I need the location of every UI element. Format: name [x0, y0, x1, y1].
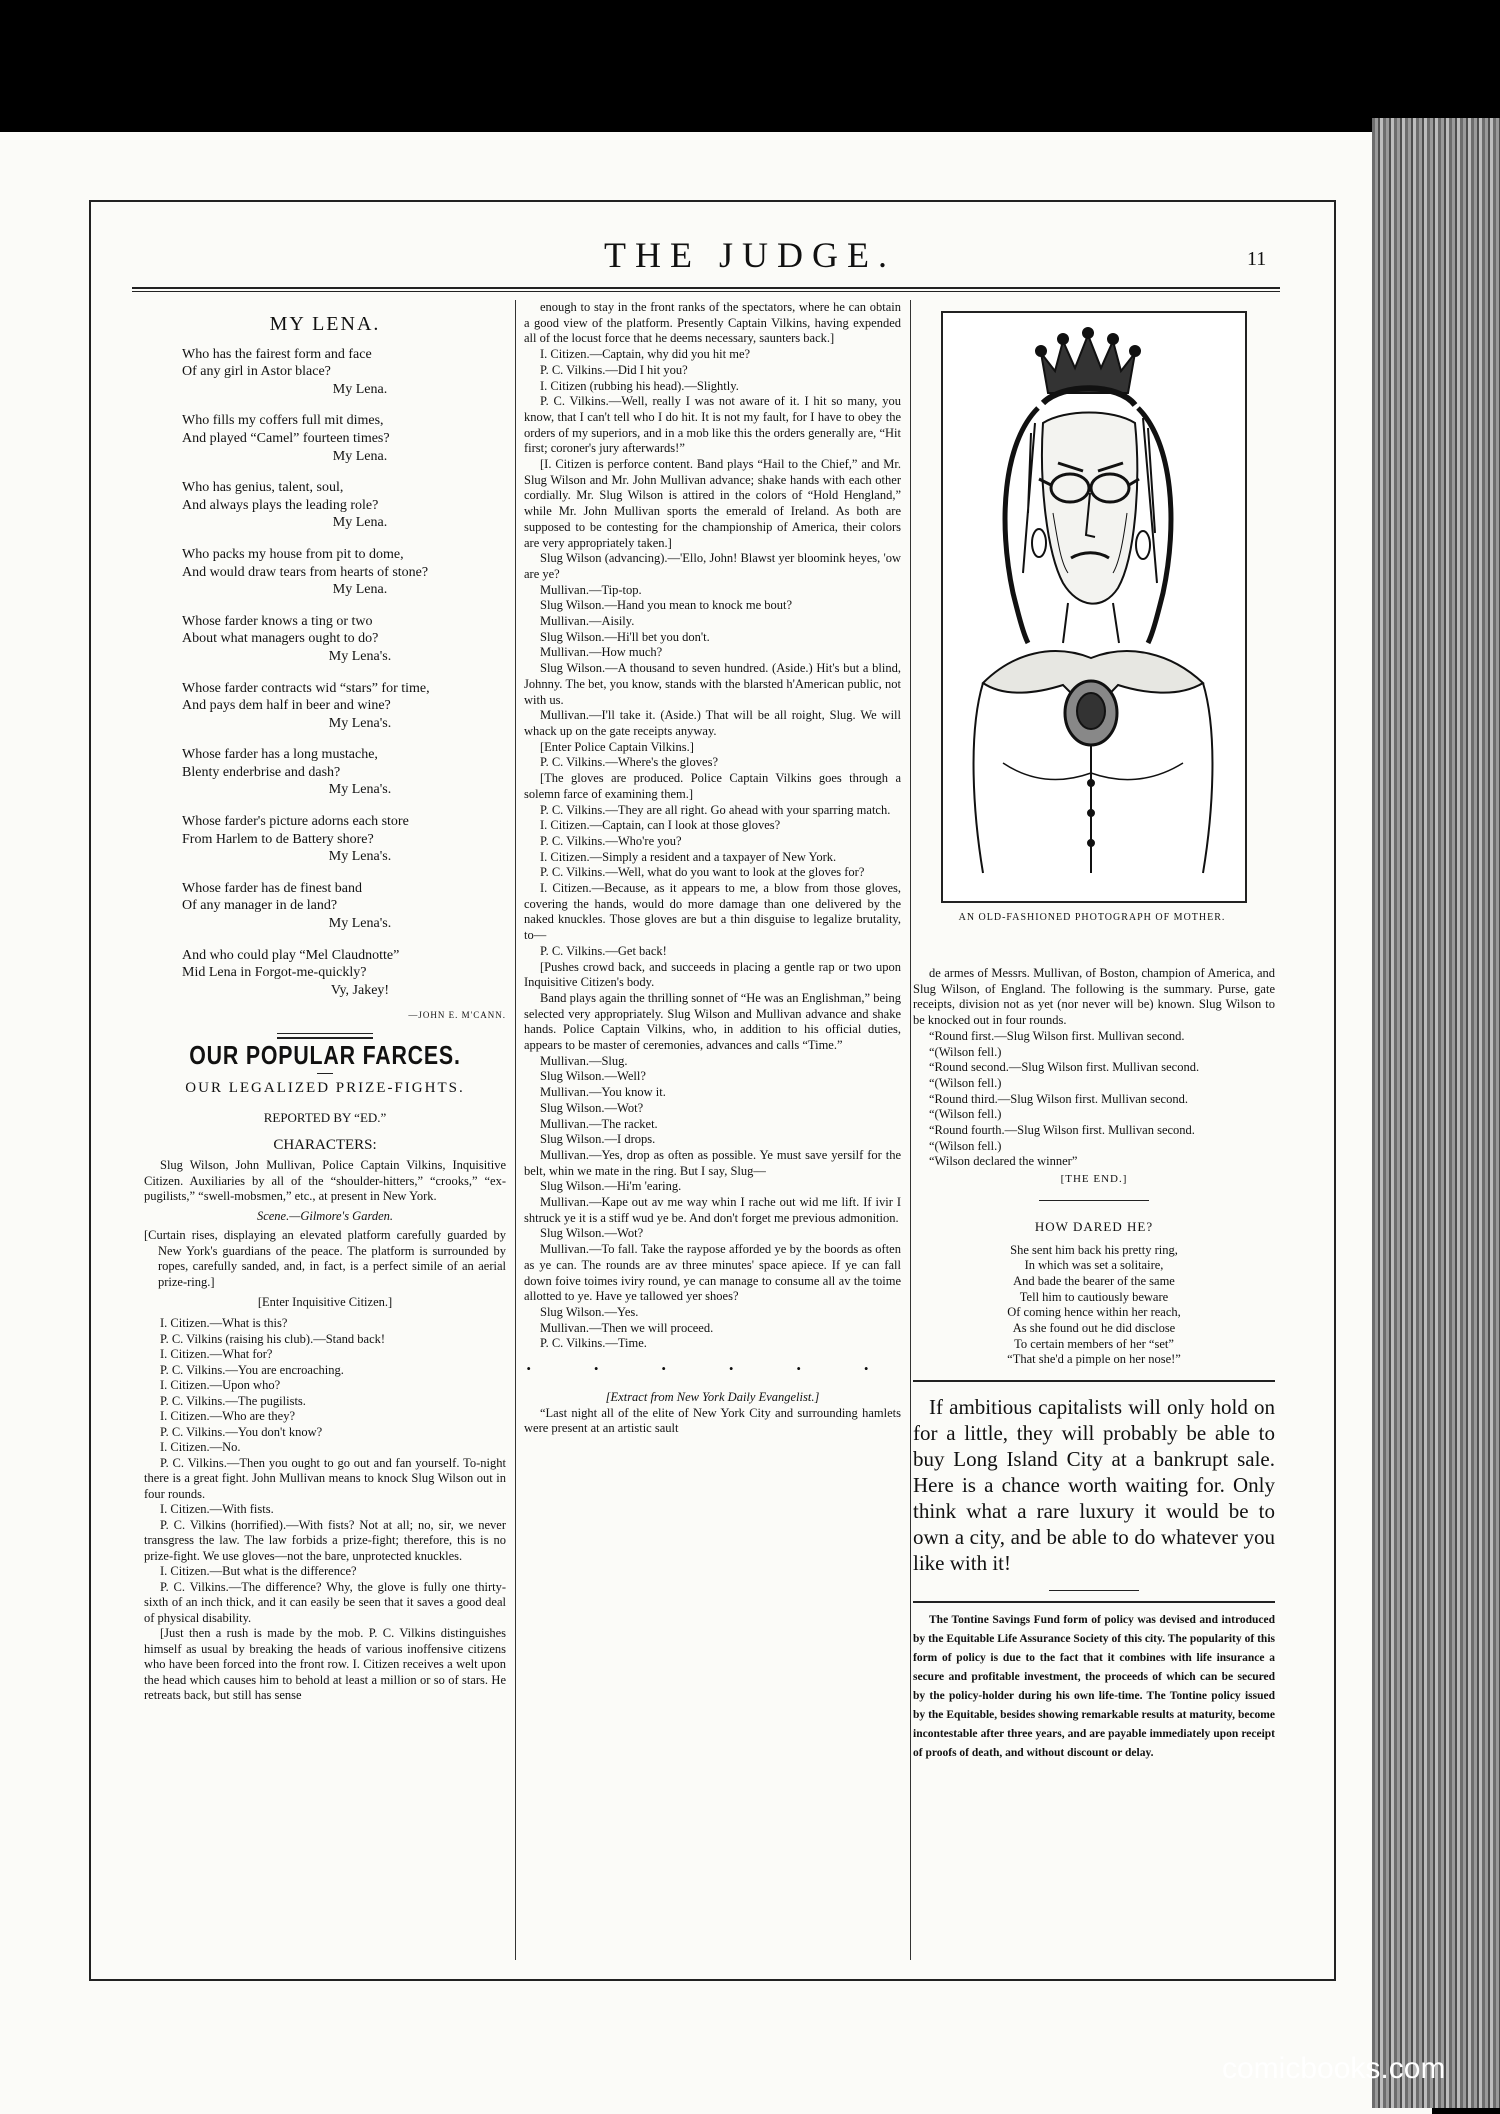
dialogue-line: [Enter Police Captain Vilkins.]: [540, 739, 694, 754]
poem-line: And who could play “Mel Claudnotte”: [182, 947, 400, 963]
dialogue-line: Slug Wilson.—Hi'll bet you don't.: [540, 629, 710, 644]
dialogue-line: P. C. Vilkins.—You don't know?: [160, 1424, 323, 1439]
poem-line: My Lena's.: [328, 782, 392, 798]
poem-line: My Lena's.: [328, 648, 392, 664]
poem-line: Whose farder contracts wid “stars” for time,: [182, 680, 430, 696]
dialogue-line: P. C. Vilkins.—The pugilists.: [160, 1393, 306, 1408]
poem-line: Whose farder knows a ting or two: [182, 613, 373, 629]
illustration-caption: AN OLD-FASHIONED PHOTOGRAPH OF MOTHER.: [958, 912, 1226, 923]
poem-line: As she found out he did disclose: [1012, 1321, 1176, 1336]
poem-stanza: [144, 412, 506, 465]
dialogue-line: Mullivan.—You know it.: [540, 1085, 666, 1100]
dialogue-line: Slug Wilson.—Wot?: [540, 1100, 644, 1115]
poem-stanza: [144, 947, 506, 1000]
dialogue-line: I. Citizen.—With fists.: [160, 1502, 274, 1517]
poem-line: My Lena.: [332, 448, 388, 464]
summary-line: de armes of Messrs. Mullivan, of Boston, champion of America, and Slug Wilson, of England. The following is the summary. Purse, gate receipts, division not as yet (nor never will be) known. Slug Wilson to be knocked out in four rounds.: [913, 966, 1275, 1028]
poem-body: [913, 1243, 1275, 1369]
poem-line: My Lena.: [332, 381, 388, 397]
dialogue-line: I. Citizen.—Because, as it appears to me, a blow from those gloves, covering the hands, would do more damage than one delivered by the naked knuckles. Those gloves are but a thin disguise to legalize brutality, to—: [524, 881, 901, 943]
poem-line: And always plays the leading role?: [182, 497, 379, 513]
dialogue-line: P. C. Vilkins.—The difference? Why, the glove is fully one thirty-sixth of an inch thick, and it can easily be seen that it saves a good deal of physical disability.: [144, 1579, 506, 1625]
farces-subtitle: OUR LEGALIZED PRIZE-FIGHTS.: [185, 1079, 465, 1096]
section-dots: • • • • • •: [526, 1362, 899, 1377]
dialogue-line: Mullivan.—I'll take it. (Aside.) That will be all roight, Slug. We will whack up on the gate receipts anyway.: [524, 708, 901, 738]
poem-line: And pays dem half in beer and wine?: [182, 698, 391, 714]
dialogue-line: Mullivan.—How much?: [540, 645, 663, 660]
dialogue-line: P. C. Vilkins.—Well, really I was not aware of it. I hit so many, you know, that I can't tell who I do hit. It is not my fault, for I have to obey the orders of my superiors, and in a mob like this the orders generally are, “Hit first; coroner's jury afterwards!”: [524, 394, 901, 456]
poem-line: Of any manager in de land?: [182, 898, 338, 914]
dialogue-line: Band plays again the thrilling sonnet of “He was an Englishman,” being selected very appropriately. Slug Wilson and Mullivan advance and shake hands. Police Captain Vilkins, who, in addition to his official duties, appears to be master of ceremonies, advances and calls “Time.”: [524, 990, 901, 1053]
dialogue-line: I. Citizen (rubbing his head).—Slightly.: [540, 378, 739, 393]
poem-line: “That she'd a pimple on her nose!”: [1007, 1352, 1181, 1367]
column-2: [524, 300, 901, 1437]
dialogue-line: P. C. Vilkins (horrified).—With fists? Not at all; no, sir, we never transgress the law. The law forbids a prize-fight; therefore, this is no prize-fight. We use gloves—not the bare, unprotected knuckles.: [144, 1517, 506, 1563]
column-rule: [910, 300, 911, 1960]
poem-line: To certain members of her “set”: [1014, 1336, 1174, 1351]
poem-line: My Lena.: [332, 582, 388, 598]
dialogue-line: Slug Wilson.—I drops.: [540, 1132, 656, 1147]
poem-line: My Lena's.: [328, 916, 392, 932]
poem-body: [144, 346, 506, 1000]
dialogue-line: [The gloves are produced. Police Captain Vilkins goes through a solemn farce of examining them.]: [524, 771, 901, 801]
short-rule: [1039, 1200, 1149, 1201]
poem-stanza: [144, 479, 506, 532]
dialogue-line: Mullivan.—Then we will proceed.: [540, 1320, 714, 1335]
poem-stanza: [144, 746, 506, 799]
extract-text: “Last night all of the elite of New York City and surrounding hamlets were present at an artistic sault: [524, 1405, 901, 1436]
dialogue-line: Mullivan.—The racket.: [540, 1116, 658, 1131]
dialogue-line: I. Citizen.—Captain, can I look at those gloves?: [540, 818, 781, 833]
dialogue-line: Slug Wilson.—Hi'm 'earing.: [540, 1179, 682, 1194]
dialogue-line: enough to stay in the front ranks of the spectators, where he can obtain a good view of the platform. Presently Captain Vilkins, having expended all of the locust force that he deems necessary, saunters back.]: [524, 300, 901, 346]
poem-line: Tell him to cautiously beware: [1019, 1289, 1169, 1304]
poem-title: HOW DARED HE?: [1034, 1218, 1154, 1234]
poem-line: Whose farder has de finest band: [182, 880, 362, 896]
column-1: [144, 312, 506, 1704]
dialogue-line: P. C. Vilkins.—Who're you?: [540, 833, 682, 848]
poem-line: Who has genius, talent, soul,: [182, 480, 344, 496]
poem-author: —JOHN E. M'CANN.: [408, 1010, 506, 1021]
header-rule: [132, 287, 1280, 292]
stage-direction: [Enter Inquisitive Citizen.]: [257, 1295, 393, 1310]
poem-line: She sent him back his pretty ring,: [1010, 1242, 1178, 1257]
scene-text: Scene.—Gilmore's Garden.: [256, 1208, 394, 1223]
reported-by: REPORTED BY “ED.”: [263, 1110, 387, 1126]
poem-line: Mid Lena in Forgot-me-quickly?: [182, 965, 367, 981]
poem-stanza: [144, 680, 506, 733]
dialogue-line: I. Citizen.—Simply a resident and a taxpayer of New York.: [540, 849, 837, 864]
poem-stanza: [144, 546, 506, 599]
summary-line: “Round fourth.—Slug Wilson first. Mullivan second.: [929, 1123, 1195, 1138]
mother-portrait-illustration: [943, 313, 1245, 901]
short-rule: [317, 1073, 333, 1074]
poem-line: And played “Camel” fourteen times?: [182, 430, 390, 446]
ornament-rule: [277, 1033, 373, 1039]
poem-line: Who fills my coffers full mit dimes,: [182, 413, 384, 429]
dialogue-line: P. C. Vilkins.—They are all right. Go ahead with your sparring match.: [540, 802, 891, 817]
short-rule: [1049, 1590, 1139, 1591]
poem-stanza: [144, 346, 506, 399]
extract-heading: [Extract from New York Daily Evangelist.]: [605, 1389, 820, 1404]
poem-line: Whose farder has a long mustache,: [182, 747, 378, 763]
poem-line: My Lena.: [332, 515, 388, 531]
dialogue-line: [Pushes crowd back, and succeeds in placing a gentle rap or two upon Inquisitive Citizen's body.: [524, 959, 901, 990]
section-rule: [913, 1601, 1275, 1603]
dialogue-line: I. Citizen.—Upon who?: [160, 1378, 281, 1393]
dialogue-line: Mullivan.—To fall. Take the raypose afforded ye by the boords as often as ye can. The rounds are av three minutes' space apiece. If ye can fall down foive toimes iviry round, ye can manage to consume all av the toime allotted to ye. Have ye tallowed yer shoes?: [524, 1242, 901, 1304]
poem-title: MY LENA.: [269, 313, 381, 335]
book-spine: [1372, 118, 1500, 2108]
dialogue-line: [Just then a rush is made by the mob. P. C. Vilkins distinguishes himself as usual by breaking the heads of various inoffensive citizens who have been forced into the front row. I. Citizen receives a welt upon the head which causes him to behold at least a million or so of stars. He retreats back, but still has sense: [144, 1626, 506, 1703]
column-3: [913, 966, 1275, 1763]
poem-line: And would draw tears from hearts of stone?: [182, 564, 429, 580]
poem-line: In which was set a solitaire,: [1024, 1258, 1164, 1273]
dialogue-line: I. Citizen.—Who are they?: [160, 1409, 296, 1424]
poem-stanza: [144, 813, 506, 866]
summary-line: “(Wilson fell.): [929, 1044, 1002, 1059]
tontine-notice: The Tontine Savings Fund form of policy was devised and introduced by the Equitable Life Assurance Society of this city. The popularity of this form of policy is due to the fact that it combines with life insurance a secure and profitable investment, the proceeds of which can be secured by the policy-holder during his own life-time. The Tontine policy issued by the Equitable, besides showing remarkable results at maturity, become incontestable after three years, and are payable immediately upon receipt of proofs of death, and without discount or delay.: [913, 1614, 1275, 1760]
poem-line: About what managers ought to do?: [182, 631, 379, 647]
dialogue-line: Mullivan.—Tip-top.: [540, 582, 642, 597]
dialogue-line: P. C. Vilkins.—Then you ought to go out and fan yourself. To-night there is a great fight. John Mullivan means to knock Slug Wilson out in four rounds.: [144, 1455, 506, 1501]
dialogue-line: Slug Wilson.—Wot?: [540, 1226, 644, 1241]
poem-line: Of coming hence within her reach,: [1007, 1305, 1181, 1320]
page-number: 11: [1247, 248, 1267, 270]
dialogue-line: I. Citizen.—What for?: [160, 1347, 273, 1362]
poem-line: From Harlem to de Battery shore?: [182, 831, 374, 847]
dialogue-line: Slug Wilson.—Well?: [540, 1069, 646, 1084]
poem-line: And bade the bearer of the same: [1013, 1273, 1175, 1288]
characters-text: Slug Wilson, John Mullivan, Police Captain Vilkins, Inquisitive Citizen. Auxiliaries by all of the “shoulder-hitters,” “crooks,” “ex-pugilists,” “swell-mobsmen,” etc., at present in New York.: [144, 1158, 506, 1204]
site-watermark: comicbooks.com: [1222, 2052, 1446, 2085]
poem-line: Blenty enderbrise and dash?: [182, 764, 341, 780]
dialogue-line: I. Citizen.—What is this?: [160, 1316, 288, 1331]
dialogue-line: Mullivan.—Slug.: [540, 1053, 628, 1068]
dialogue-line: Mullivan.—Yes, drop as often as possible. Ye must save yersilf for the belt, whin we mate in the ring. But I say, Slug—: [524, 1147, 901, 1178]
section-rule: [913, 1380, 1275, 1382]
farces-title: OUR POPULAR FARCES.: [189, 1040, 461, 1070]
poem-line: Of any girl in Astor blace?: [182, 364, 331, 380]
dialogue-line: P. C. Vilkins.—Time.: [540, 1336, 647, 1351]
characters-heading: CHARACTERS:: [273, 1136, 377, 1153]
dialogue-line: P. C. Vilkins.—Well, what do you want to look at the gloves for?: [540, 865, 865, 880]
summary-line: “Round second.—Slug Wilson first. Mullivan second.: [929, 1060, 1200, 1075]
poem-stanza: [144, 613, 506, 666]
summary-line: “Round third.—Slug Wilson first. Mullivan second.: [929, 1091, 1188, 1106]
dialogue-line: Slug Wilson.—Hand you mean to knock me bout?: [540, 598, 793, 613]
dialogue-line: I. Citizen.—But what is the difference?: [160, 1564, 357, 1579]
dialogue-line: I. Citizen.—Captain, why did you hit me?: [540, 347, 751, 362]
round-summary: [913, 966, 1275, 1170]
column-rule: [515, 300, 516, 1960]
dialogue-line: Mullivan.—Aisily.: [540, 614, 635, 629]
poem-line: Vy, Jakey!: [330, 982, 390, 998]
dialogue-line: Slug Wilson.—A thousand to seven hundred. (Aside.) Hit's but a blind, Johnny. The bet, you know, stands with the blarsted h'American public, not with us.: [524, 661, 901, 707]
dialogue-line: Mullivan.—Kape out av me way whin I rache out wid me lift. If ivir I shtruck ye it is a stiff wud ye be. And don't forget me previous admonition.: [524, 1195, 901, 1225]
poem-line: Who has the fairest form and face: [182, 346, 372, 362]
dialogue-line: Slug Wilson.—Yes.: [540, 1305, 639, 1319]
summary-line: “(Wilson fell.): [929, 1138, 1002, 1153]
poem-line: Who packs my house from pit to dome,: [182, 546, 404, 562]
the-end: [THE END.]: [1060, 1173, 1128, 1186]
capitalists-paragraph: If ambitious capitalists will only hold on for a little, they will probably be able to buy Long Island City at a bankrupt sale. Here is a chance worth waiting for. Only think what a rare luxury it would be to own a city, and be able to do whatever you like with it!: [913, 1395, 1275, 1576]
dialogue-line: P. C. Vilkins.—Where's the gloves?: [540, 755, 718, 770]
masthead-title: THE JUDGE.: [604, 235, 896, 275]
dialogue-line: P. C. Vilkins.—Get back!: [540, 943, 667, 958]
dialogue: [524, 300, 901, 1352]
dialogue-line: I. Citizen.—No.: [160, 1440, 241, 1455]
poem-stanza: [144, 880, 506, 933]
dialogue-line: Slug Wilson (advancing).—'Ello, John! Blawst yer bloomink heyes, 'ow are ye?: [524, 551, 901, 581]
summary-line: “(Wilson fell.): [929, 1075, 1002, 1090]
dialogue-line: P. C. Vilkins.—Did I hit you?: [540, 362, 688, 377]
dialogue-line: [I. Citizen is perforce content. Band plays “Hail to the Chief,” and Mr. Slug Wilson and Mr. John Mullivan advance; shake hands with each other cordially. Mr. Slug Wilson is attired in the colors of “Hold Hengland,” while Mr. John Mullivan sports the emerald of Ireland. As both are supposed to be contesting for the championship of America, their colors are very appropriately taken.]: [524, 457, 901, 550]
stage-direction: [Curtain rises, displaying an elevated platform carefully guarded by New York's guardians of the peace. The platform is surrounded by ropes, carefully sanded, and, in fact, is a perfect simile of an aerial prize-ring.]: [144, 1228, 506, 1289]
summary-line: “(Wilson fell.): [929, 1107, 1002, 1122]
poem-line: My Lena's.: [328, 849, 392, 865]
poem-line: Whose farder's picture adorns each store: [182, 814, 409, 830]
dialogue-line: P. C. Vilkins.—You are encroaching.: [160, 1362, 344, 1377]
dialogue-line: P. C. Vilkins (raising his club).—Stand back!: [160, 1331, 386, 1346]
summary-line: “Round first.—Slug Wilson first. Mullivan second.: [929, 1028, 1185, 1043]
summary-line: “Wilson declared the winner”: [929, 1154, 1078, 1169]
illustration-frame: [941, 311, 1247, 903]
dialogue: [144, 1316, 506, 1704]
poem-line: My Lena's.: [328, 715, 392, 731]
